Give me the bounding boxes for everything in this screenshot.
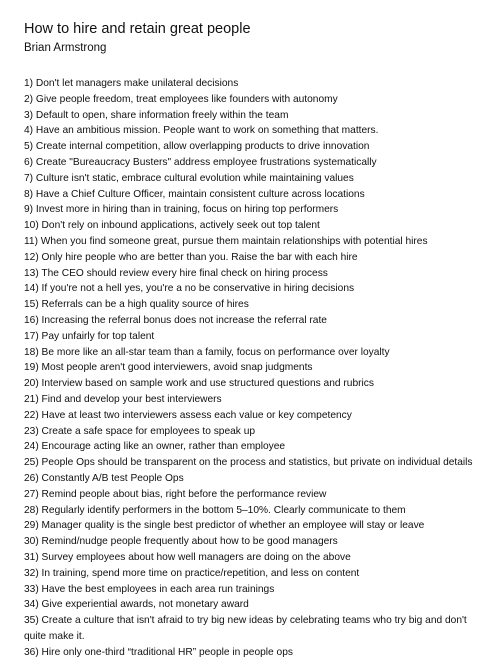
list-item: 34) Give experiential awards, not monetary award — [24, 599, 249, 611]
list-item: 25) People Ops should be transparent on the process and statistics, but private on individual details — [24, 457, 473, 469]
list-item: 30) Remind/nudge people frequently about how to be good managers — [24, 536, 338, 548]
list-item: 27) Remind people about bias, right before the performance review — [24, 488, 327, 500]
list-item: 31) Survey employees about how well managers are doing on the above — [24, 551, 351, 563]
list-item: 8) Have a Chief Culture Officer, maintain consistent culture across locations — [24, 188, 365, 200]
list-item: 2) Give people freedom, treat employees like founders with autonomy — [24, 93, 338, 105]
list-item: 36) Hire only one-third “traditional HR” people in people ops — [24, 646, 293, 658]
list-item: 24) Encourage acting like an owner, rather than employee — [24, 441, 286, 453]
list-item: 21) Find and develop your best interviewers — [24, 393, 222, 405]
list-item: 12) Only hire people who are better than you. Raise the bar with each hire — [24, 251, 358, 263]
list-item: 26) Constantly A/B test People Ops — [24, 472, 184, 484]
list-item: 15) Referrals can be a high quality source of hires — [24, 299, 249, 311]
list-item: 32) In training, spend more time on practice/repetition, and less on content — [24, 567, 360, 579]
document-title: How to hire and retain great people — [24, 21, 251, 37]
list-item: 29) Manager quality is the single best predictor of whether an employee will stay or leave — [24, 520, 425, 532]
list-item: 4) Have an ambitious mission. People want to work on something that matters. — [24, 125, 379, 137]
list-item: 10) Don't rely on inbound applications, actively seek out top talent — [24, 220, 320, 232]
list-item: 1) Don't let managers make unilateral decisions — [24, 78, 239, 89]
list-item: 18) Be more like an all-star team than a family, focus on performance over loyalty — [24, 346, 390, 358]
list-item: 9) Invest more in hiring than in training, focus on hiring top performers — [24, 204, 339, 216]
document-author: Brian Armstrong — [24, 42, 107, 54]
principles-list — [24, 76, 476, 660]
list-item: 5) Create internal competition, allow overlapping products to drive innovation — [24, 141, 370, 153]
list-item: 22) Have at least two interviewers assess each value or key competency — [24, 409, 352, 421]
list-item: 35) Create a culture that isn't afraid to try big new ideas by celebrating teams who try big and don't quite make it. — [24, 615, 467, 642]
list-item: 19) Most people aren't good interviewers, avoid snap judgments — [24, 362, 313, 374]
list-item: 28) Regularly identify performers in the bottom 5–10%. Clearly communicate to them — [24, 504, 406, 516]
list-item: 13) The CEO should review every hire final check on hiring process — [24, 267, 328, 279]
list-item: 11) When you find someone great, pursue them maintain relationships with potential hires — [24, 235, 428, 247]
list-item: 6) Create "Bureaucracy Busters" address employee frustrations systematically — [24, 156, 377, 168]
list-item: 16) Increasing the referral bonus does not increase the referral rate — [24, 314, 327, 326]
list-item: 3) Default to open, share information freely within the team — [24, 109, 289, 121]
list-item: 20) Interview based on sample work and use structured questions and rubrics — [24, 378, 374, 390]
list-item: 7) Culture isn't static, embrace cultural evolution while maintaining values — [24, 172, 354, 184]
list-item: 17) Pay unfairly for top talent — [24, 330, 155, 342]
list-item: 14) If you're not a hell yes, you're a no be conservative in hiring decisions — [24, 283, 355, 295]
list-item: 33) Have the best employees in each area run trainings — [24, 583, 275, 595]
list-item: 23) Create a safe space for employees to speak up — [24, 425, 256, 437]
